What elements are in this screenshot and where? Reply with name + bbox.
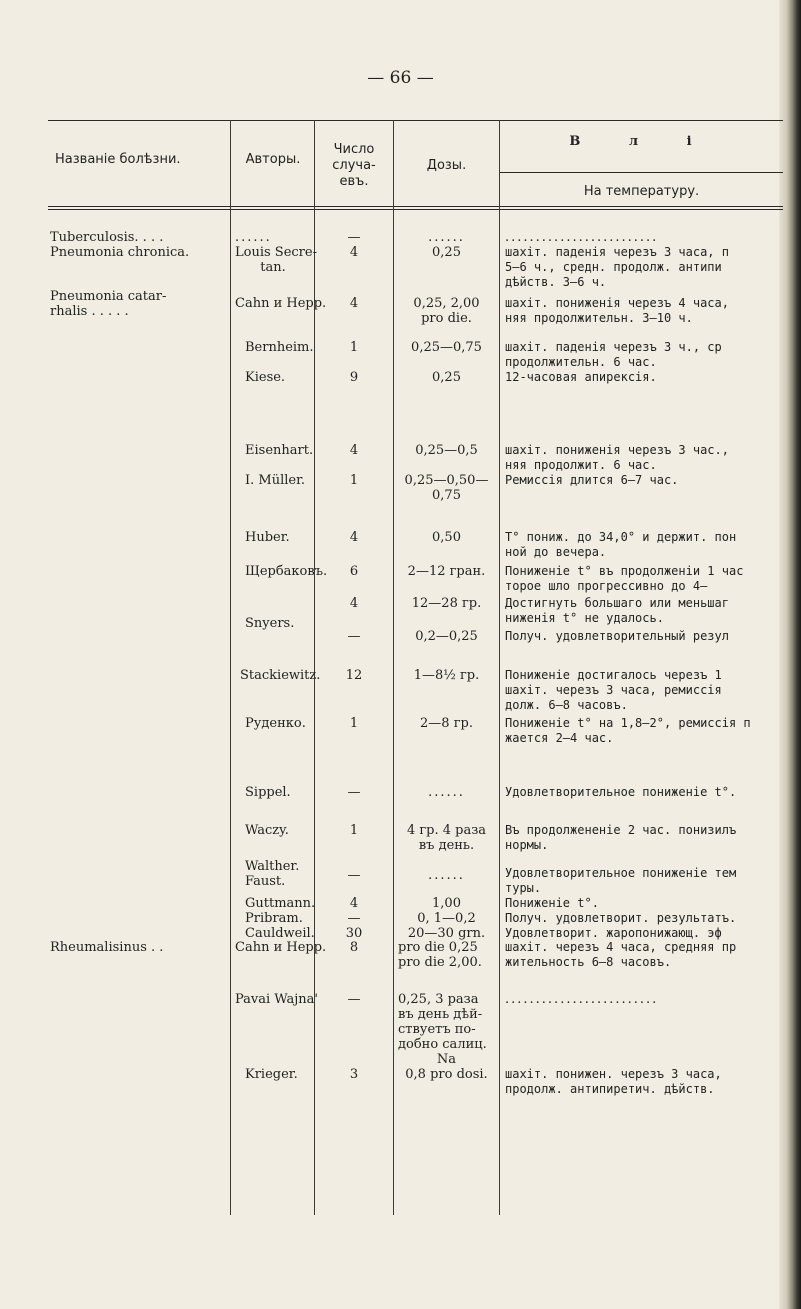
dose-cell: ...... bbox=[428, 868, 465, 883]
author-cell: Kiese. bbox=[245, 370, 286, 385]
author-cell: Sippel. bbox=[245, 785, 291, 800]
cases-cell: 8 bbox=[349, 940, 359, 955]
page-number: — 66 — bbox=[367, 68, 434, 88]
header-bottom-rule bbox=[48, 206, 783, 207]
cases-cell: 1 bbox=[349, 716, 359, 731]
dose-cell-2: pro die 2,00. bbox=[398, 955, 482, 970]
dose-cell: 0,25—0,50— bbox=[404, 473, 489, 488]
header-effect-title: В л і bbox=[569, 134, 714, 149]
author-cell: Cahn и Нерр. bbox=[235, 296, 327, 311]
effect-cell: шахіт. паденія черезъ 3 часа, п bbox=[505, 245, 729, 259]
header-temperature: На температуру. bbox=[583, 184, 700, 199]
effect-cell: жается 2—4 час. bbox=[505, 731, 614, 745]
effect-cell: Пониженіе t° на 1,8—2°, ремиссія п bbox=[505, 716, 751, 730]
author-cell: Krieger. bbox=[245, 1067, 298, 1082]
cases-cell: — bbox=[347, 230, 361, 245]
author-cell: Snyers. bbox=[245, 616, 295, 631]
cases-cell: 4 bbox=[349, 296, 359, 311]
dose-cell-2: pro die. bbox=[421, 311, 472, 326]
author-cell: Louis Secre- bbox=[235, 245, 317, 260]
effect-cell: Пониженіе t°. bbox=[505, 896, 599, 910]
dose-cell: 0, 1—0,2 bbox=[417, 911, 476, 926]
author-cell: Eisenhart. bbox=[245, 443, 314, 458]
effect-cell: продолжительн. 6 час. bbox=[505, 355, 657, 369]
cases-cell: — bbox=[347, 629, 361, 644]
effect-cell: нормы. bbox=[505, 838, 549, 852]
cases-cell: — bbox=[347, 992, 361, 1007]
effect-cell: Достигнуть большаго или меньшаг bbox=[505, 596, 729, 610]
disease-rheumatismus: Rheumalisinus . . bbox=[50, 940, 164, 955]
dose-cell: 0,25—0,75 bbox=[411, 340, 482, 355]
author-cell: Cauldweil. bbox=[245, 926, 315, 941]
dose-cell: 1,00 bbox=[432, 896, 461, 911]
effect-cell: долж. 6—8 часовъ. bbox=[505, 698, 628, 712]
effect-cell: 5—6 ч., средн. продолж. антипи bbox=[505, 260, 722, 274]
effect-cell: шахіт. паденія черезъ 3 ч., ср bbox=[505, 340, 722, 354]
header-sub-rule bbox=[500, 172, 783, 173]
cases-cell: — bbox=[347, 911, 361, 926]
effect-cell: Удовлетворит. жаропонижающ. эф bbox=[505, 926, 722, 940]
cases-cell: — bbox=[347, 785, 361, 800]
author-cell: Huber. bbox=[245, 530, 290, 545]
cases-cell: 12 bbox=[345, 668, 363, 683]
author-cell: Руденко. bbox=[245, 716, 306, 731]
header-cases-3: евъ. bbox=[339, 174, 369, 189]
effect-cell: шахіт. пониженія черезъ 3 час., bbox=[505, 443, 729, 457]
dose-cell-5: Na bbox=[436, 1052, 457, 1067]
dose-cell: 0,50 bbox=[432, 530, 461, 545]
effect-cell: жительность 6—8 часовъ. bbox=[505, 955, 672, 969]
author-cell: Щербаковъ. bbox=[245, 564, 328, 579]
dose-cell-2: въ день. bbox=[418, 838, 475, 853]
dose-cell: 0,25 bbox=[432, 370, 461, 385]
dose-cell: 0,8 pro dosi. bbox=[405, 1067, 488, 1082]
cases-cell: 9 bbox=[349, 370, 359, 385]
disease-pneumonia-catarrhalis-2: rhalis . . . . . bbox=[50, 304, 129, 319]
dose-cell: 0,25 bbox=[432, 245, 461, 260]
cases-cell: 1 bbox=[349, 340, 359, 355]
header-doses: Дозы. bbox=[426, 158, 467, 173]
dose-cell: pro die 0,25 bbox=[398, 940, 478, 955]
effect-cell: Пониженіе достигалось черезъ 1 bbox=[505, 668, 722, 682]
effect-cell: шахіт. пониженія черезъ 4 часа, bbox=[505, 296, 729, 310]
author-cell: Bernheim. bbox=[245, 340, 314, 355]
author-cell: Waczy. bbox=[245, 823, 289, 838]
dose-cell: 2—12 гран. bbox=[407, 564, 486, 579]
effect-cell: шахіт. понижен. черезъ 3 часа, bbox=[505, 1067, 722, 1081]
dose-cell: 0,25, 2,00 bbox=[413, 296, 480, 311]
dose-cell: 0,2—0,25 bbox=[415, 629, 478, 644]
effect-cell: няя продолжит. 6 час. bbox=[505, 458, 657, 472]
author-cell: Stackiewitz. bbox=[240, 668, 321, 683]
header-cases-1: Число bbox=[333, 142, 375, 157]
effect-cell: дѣйств. 3—6 ч. bbox=[505, 275, 607, 289]
effect-cell: шахіт. черезъ 3 часа, ремиссія bbox=[505, 683, 722, 697]
author-cell: Pribram. bbox=[245, 911, 303, 926]
disease-pneumonia-chronica: Pneumonia сhronica. bbox=[50, 245, 190, 260]
effect-cell: Въ продолжененіе 2 час. понизилъ bbox=[505, 823, 737, 837]
dose-cell-3: ствуетъ по- bbox=[398, 1022, 476, 1037]
cases-cell: 1 bbox=[349, 823, 359, 838]
effect-cell: 12-часовая апирексія. bbox=[505, 370, 657, 384]
author-cell: Guttmann. bbox=[245, 896, 316, 911]
dose-cell: 0,25—0,5 bbox=[415, 443, 478, 458]
dose-cell: ...... bbox=[428, 785, 465, 800]
cases-cell: 6 bbox=[349, 564, 359, 579]
cases-cell: 4 bbox=[349, 896, 359, 911]
header-cases-2: случа- bbox=[332, 158, 376, 173]
effect-cell: туры. bbox=[505, 881, 542, 895]
effect-cell: няя продолжительн. 3—10 ч. bbox=[505, 311, 693, 325]
effect-cell: ниженія t° не удалось. bbox=[505, 611, 664, 625]
cases-cell: 4 bbox=[349, 596, 359, 611]
dose-cell-2: въ день дѣй- bbox=[398, 1007, 483, 1022]
header-disease: Названіе болѣзни. bbox=[55, 152, 181, 167]
header-top-rule bbox=[48, 120, 783, 121]
header-bottom-rule-2 bbox=[48, 209, 783, 210]
effect-cell: шахіт. черезъ 4 часа, средняя пр bbox=[505, 940, 737, 954]
effect-cell: Ремиссія длится 6—7 час. bbox=[505, 473, 679, 487]
author-cell: I. Müller. bbox=[245, 473, 306, 488]
effect-cell: ......................... bbox=[505, 992, 659, 1007]
header-authors: Авторы. bbox=[245, 152, 301, 167]
effect-cell: ной до вечера. bbox=[505, 545, 607, 559]
cases-cell: 1 bbox=[349, 473, 359, 488]
col-rule-4 bbox=[499, 120, 500, 1215]
cases-cell: 4 bbox=[349, 530, 359, 545]
effect-cell: продолж. антипиретич. дѣйств. bbox=[505, 1082, 715, 1096]
cases-cell: 4 bbox=[349, 443, 359, 458]
effect-cell: Получ. удовлетворит. результатъ. bbox=[505, 911, 737, 925]
dose-cell: 2—8 гр. bbox=[420, 716, 473, 731]
cases-cell: — bbox=[347, 868, 361, 883]
effect-cell: торое шло прогрессивно до 4— bbox=[505, 579, 708, 593]
dose-cell-2: 0,75 bbox=[432, 488, 461, 503]
effect-cell: Получ. удовлетворительный резул bbox=[505, 629, 729, 643]
author-cell: ...... bbox=[235, 230, 272, 245]
author-cell: Cahn и Нерр. bbox=[235, 940, 327, 955]
author-cell: Pavai Wajna' bbox=[235, 992, 319, 1007]
cases-cell: 30 bbox=[345, 926, 363, 941]
disease-pneumonia-catarrhalis-1: Pneumonia catar- bbox=[50, 289, 167, 304]
dose-cell: 20—30 grn. bbox=[407, 926, 486, 941]
effect-cell: ......................... bbox=[505, 230, 659, 245]
effect-cell: Удовлетворительное пониженіе тем bbox=[505, 866, 737, 880]
author-cell-2: Faust. bbox=[245, 874, 286, 889]
effect-cell: T° пониж. до 34,0° и держит. пон bbox=[505, 530, 737, 544]
dose-cell: 0,25, 3 раза bbox=[398, 992, 479, 1007]
dose-cell: 12—28 гр. bbox=[411, 596, 482, 611]
author-cell-2: tan. bbox=[260, 260, 286, 275]
dose-cell: 1—8½ гр. bbox=[413, 668, 480, 683]
effect-cell: Удовлетворительное пониженіе t°. bbox=[505, 785, 737, 799]
author-cell: Walther. bbox=[245, 859, 300, 874]
effect-cell: Пониженіе t° въ продолженіи 1 час bbox=[505, 564, 744, 578]
cases-cell: 4 bbox=[349, 245, 359, 260]
dose-cell: ...... bbox=[428, 230, 465, 245]
dose-cell: 4 гр. 4 раза bbox=[406, 823, 487, 838]
disease-tuberculosis: Tuberculosis. . . . bbox=[50, 230, 164, 245]
cases-cell: 3 bbox=[349, 1067, 359, 1082]
col-rule-1 bbox=[230, 120, 231, 1215]
dose-cell-4: добно салиц. bbox=[398, 1037, 487, 1052]
